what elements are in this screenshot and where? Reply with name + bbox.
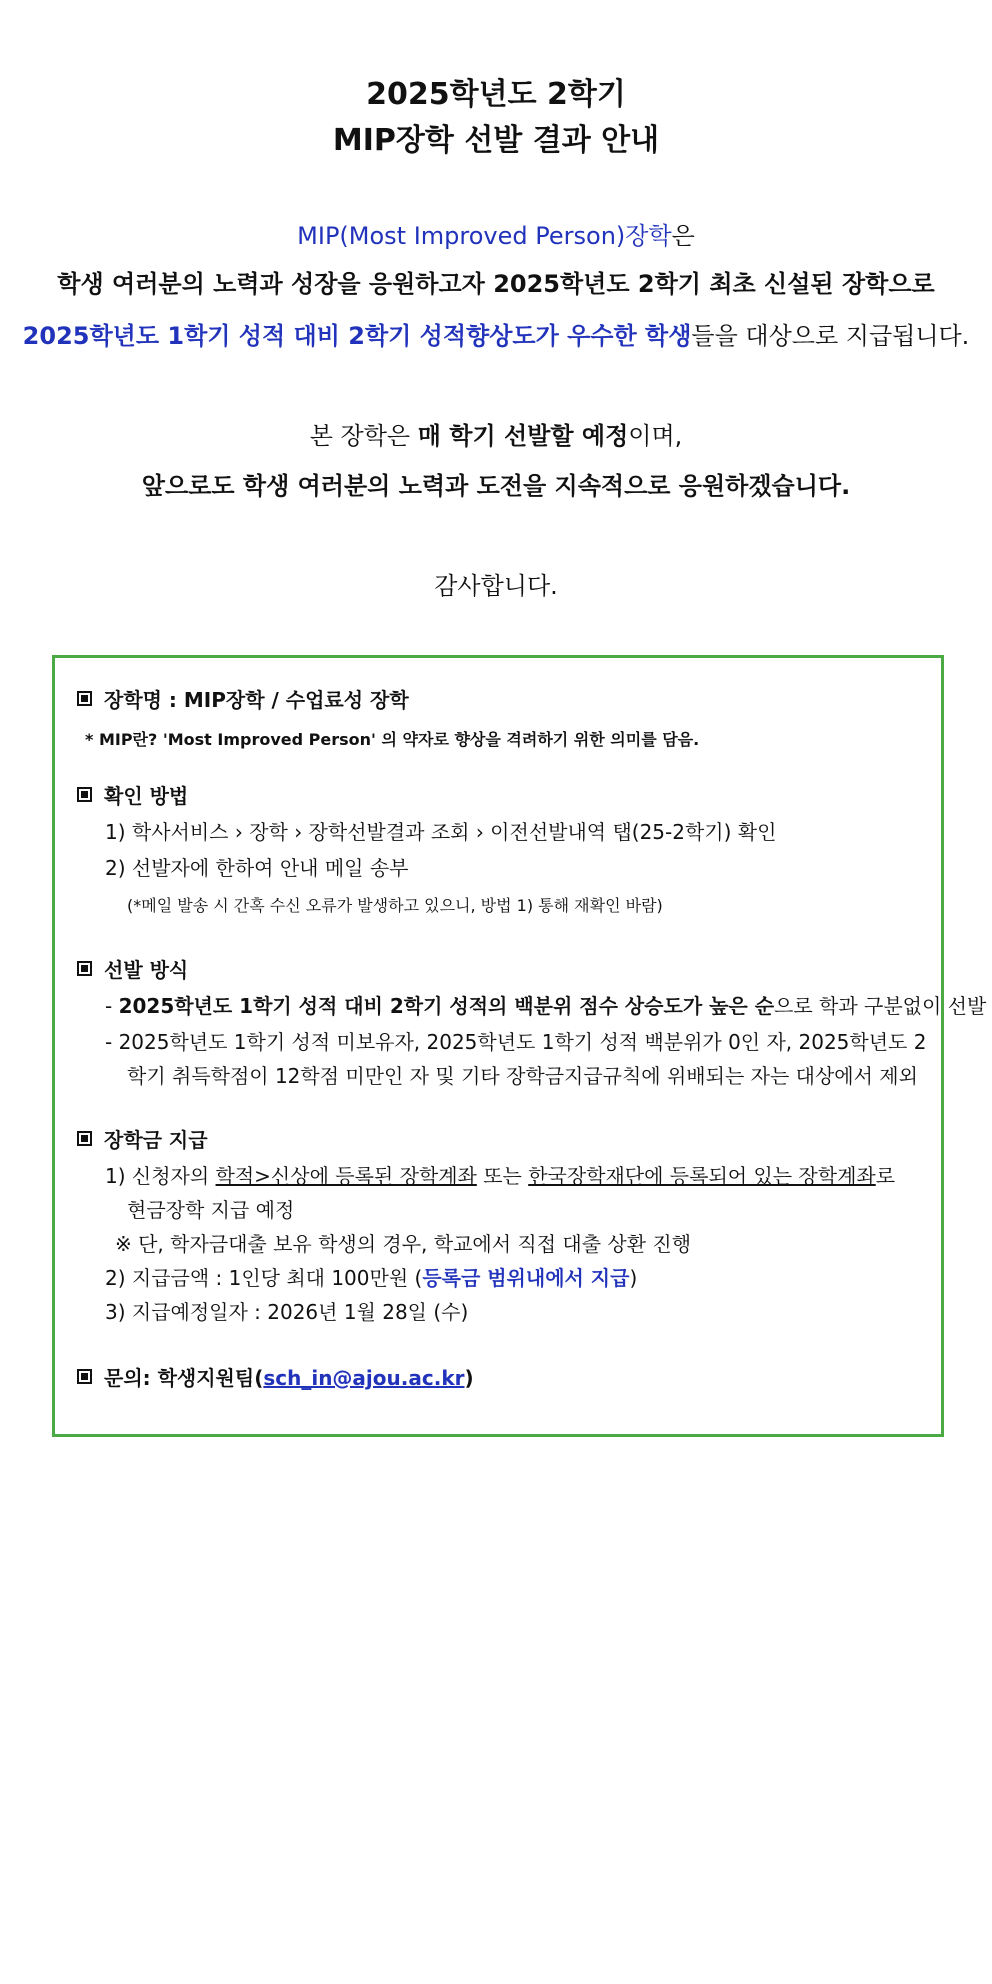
intro-line-1: [0, 220, 992, 252]
intro-schedule-highlight: 매 학기 선발할 예정: [417, 422, 629, 450]
confirm-note: (*메일 발송 시 간혹 수신 오류가 발생하고 있으니, 방법 1) 통해 재확인 바람): [127, 896, 663, 915]
intro-line-4: [0, 420, 992, 452]
payment-account-2: 한국장학재단에 등록되어 있는 장학계좌: [528, 1164, 876, 1188]
selection-rule-1-rest: 으로 학과 구분없이 선발: [774, 994, 987, 1018]
mip-definition-note: * MIP란? 'Most Improved Person' 의 약자로 향상을 격려하기 위한 의미를 담음.: [85, 730, 700, 749]
intro-line-3: [0, 320, 992, 352]
selection-title: 선발 방식: [104, 958, 189, 982]
payment-2-a: 2) 지급금액 : 1인당 최대 100만원 (: [105, 1266, 423, 1290]
intro-target-highlight: 2025학년도 1학기 성적 대비 2학기 성적향상도가 우수한 학생: [22, 322, 692, 350]
contact-close: ): [464, 1366, 474, 1390]
title-line-2: MIP장학 선발 결과 안내: [332, 123, 660, 158]
intro-line-4-a: 본 장학은: [309, 422, 418, 450]
intro-line-1-rest: 은: [671, 222, 695, 250]
thanks-text: 감사합니다.: [434, 572, 558, 600]
square-bullet-icon: [77, 1369, 92, 1384]
selection-rule-1: [105, 992, 986, 1020]
payment-1-b: 또는: [476, 1164, 529, 1188]
payment-loan-note: ※ 단, 학자금대출 보유 학생의 경우, 학교에서 직접 대출 상환 진행: [115, 1232, 692, 1256]
confirm-method-heading: [77, 782, 188, 810]
contact-line: [77, 1364, 474, 1392]
intro-line-2: 학생 여러분의 노력과 성장을 응원하고자 2025학년도 2학기 최초 신설된 장학으로: [57, 270, 935, 298]
payment-item-1: [105, 1162, 895, 1190]
confirm-method-title: 확인 방법: [104, 784, 189, 808]
title-line-1: 2025학년도 2학기: [366, 77, 626, 112]
intro-mip-name: MIP(Most Improved Person)장학: [297, 222, 672, 250]
payment-item-2: [105, 1264, 637, 1292]
square-bullet-icon: [77, 961, 92, 976]
selection-rule-1-highlight: 2025학년도 1학기 성적 대비 2학기 성적의 백분위 점수 상승도가 높은 순: [118, 994, 775, 1018]
payment-heading: [77, 1126, 208, 1154]
scholarship-name-label: 장학명 : MIP장학 / 수업료성 장학: [104, 688, 409, 712]
payment-item-1-cont: 현금장학 지급 예정: [127, 1198, 295, 1222]
selection-dash: -: [105, 994, 119, 1018]
contact-email-link[interactable]: sch_in@ajou.ac.kr: [263, 1366, 465, 1390]
payment-account-1: 학적>신상에 등록된 장학계좌: [215, 1164, 477, 1188]
confirm-step-2: 2) 선발자에 한하여 안내 메일 송부: [105, 856, 409, 880]
selection-rule-2b: 학기 취득학점이 12학점 미만인 자 및 기타 장학금지급규칙에 위배되는 자는 대상에서 제외: [127, 1064, 918, 1088]
square-bullet-icon: [77, 1131, 92, 1146]
contact-label: 문의: 학생지원팀(: [104, 1366, 264, 1390]
payment-item-3: 3) 지급예정일자 : 2026년 1월 28일 (수): [105, 1300, 469, 1324]
intro-line-3-rest: 들을 대상으로 지급됩니다.: [691, 322, 970, 350]
payment-1-c: 로: [875, 1164, 896, 1188]
confirm-step-1: 1) 학사서비스 › 장학 › 장학선발결과 조회 › 이전선발내역 탭(25-2학기) 확인: [105, 820, 777, 844]
payment-2-c: ): [629, 1266, 638, 1290]
info-box: [52, 655, 987, 1437]
square-bullet-icon: [77, 787, 92, 802]
intro-line-4-c: 이며,: [628, 422, 683, 450]
intro-line-5: 앞으로도 학생 여러분의 노력과 도전을 지속적으로 응원하겠습니다.: [141, 472, 851, 500]
payment-title: 장학금 지급: [104, 1128, 208, 1152]
selection-heading: [77, 956, 188, 984]
selection-rule-2a: - 2025학년도 1학기 성적 미보유자, 2025학년도 1학기 성적 백분위가 0인 자, 2025학년도 2: [105, 1030, 927, 1054]
payment-amount-highlight: 등록금 범위내에서 지급: [422, 1266, 630, 1290]
payment-1-a: 1) 신청자의: [105, 1164, 216, 1188]
square-bullet-icon: [77, 691, 92, 706]
scholarship-name: [77, 686, 409, 714]
